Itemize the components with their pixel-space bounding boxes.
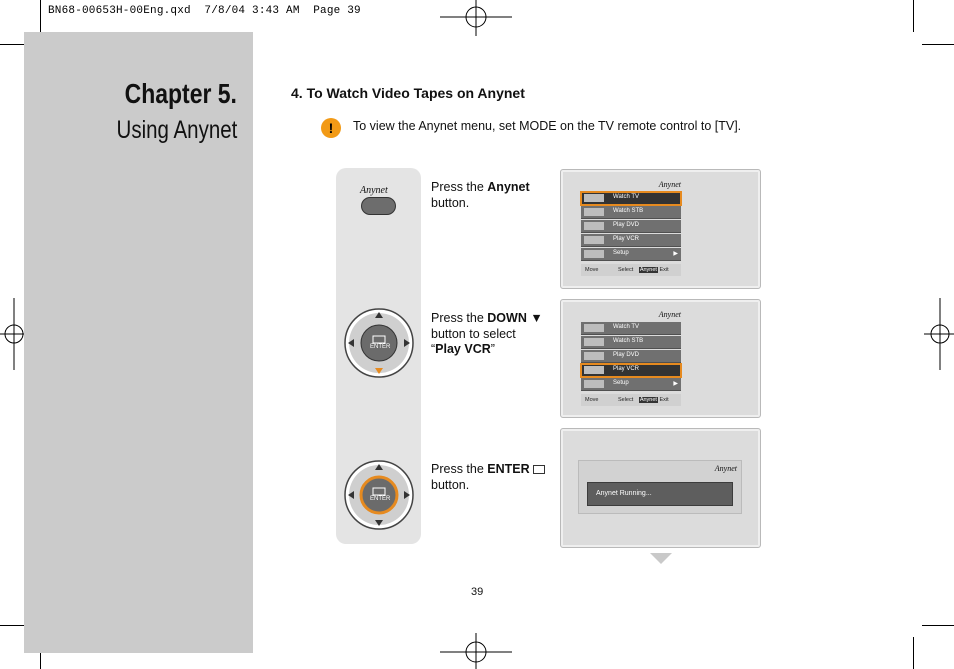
menu-item-play-vcr[interactable]: Play VCR — [581, 364, 681, 377]
crop-mark — [922, 625, 954, 626]
menu-item-setup[interactable]: Setup ▶ — [581, 248, 681, 261]
menu-item-watch-stb[interactable]: Watch STB — [581, 206, 681, 219]
crop-mark — [40, 0, 41, 32]
anynet-logo: Anynet — [658, 310, 681, 319]
step-1-text: Press the Anynet button. — [431, 180, 530, 210]
chapter-sidebar — [24, 32, 253, 653]
tv-screen-menu-2 — [560, 299, 761, 418]
menu-item-play-vcr[interactable]: Play VCR — [581, 234, 681, 247]
chapter-title: Using Anynet — [116, 116, 237, 144]
remote-panel — [336, 168, 421, 544]
crop-mark — [922, 44, 954, 45]
page-number: 39 — [471, 586, 484, 598]
crop-mark — [913, 0, 914, 32]
note-text: To view the Anynet menu, set MODE on the TV remote control to [TV]. — [353, 119, 742, 133]
dpad-down-highlight[interactable] — [344, 308, 414, 378]
warning-icon: ! — [321, 118, 341, 138]
step-3-text: Press the ENTER button. — [431, 462, 545, 493]
file-header: BN68-00653H-00Eng.qxd 7/8/04 3:43 AM Page 39 — [48, 5, 361, 17]
continue-arrow-icon — [650, 553, 672, 565]
menu-footer: Move Select Anynet Exit — [581, 264, 681, 276]
menu-item-watch-tv[interactable]: Watch TV — [581, 192, 681, 205]
chapter-number: Chapter 5. — [124, 78, 237, 109]
running-dialog — [578, 460, 742, 514]
menu-item-watch-stb[interactable]: Watch STB — [581, 336, 681, 349]
anynet-logo: Anynet — [658, 180, 681, 189]
menu-item-setup[interactable]: Setup ▶ — [581, 378, 681, 391]
tv-screen-running — [560, 428, 761, 548]
dpad-enter-highlight[interactable] — [344, 460, 414, 530]
crop-mark — [913, 637, 914, 669]
enter-label: ENTER — [370, 496, 391, 502]
anynet-button[interactable] — [361, 197, 396, 215]
running-message: Anynet Running... — [587, 482, 733, 506]
anynet-logo: Anynet — [714, 464, 737, 473]
section-title: 4. To Watch Video Tapes on Anynet — [291, 85, 525, 101]
tv-screen-menu-1 — [560, 169, 761, 289]
down-arrow-icon: ▼ — [530, 311, 543, 325]
registration-mark-right — [924, 298, 954, 370]
registration-mark-bottom — [440, 633, 512, 669]
menu-item-play-dvd[interactable]: Play DVD — [581, 220, 681, 233]
anynet-label: Anynet — [360, 185, 388, 196]
enter-label: ENTER — [370, 344, 391, 350]
registration-mark-top — [440, 0, 512, 36]
menu-footer: Move Select Anynet Exit — [581, 394, 681, 406]
step-2-text: Press the DOWN ▼ button to select “Play VCR” — [431, 311, 543, 356]
menu-item-play-dvd[interactable]: Play DVD — [581, 350, 681, 363]
enter-icon — [533, 465, 545, 474]
menu-item-watch-tv[interactable]: Watch TV — [581, 322, 681, 335]
